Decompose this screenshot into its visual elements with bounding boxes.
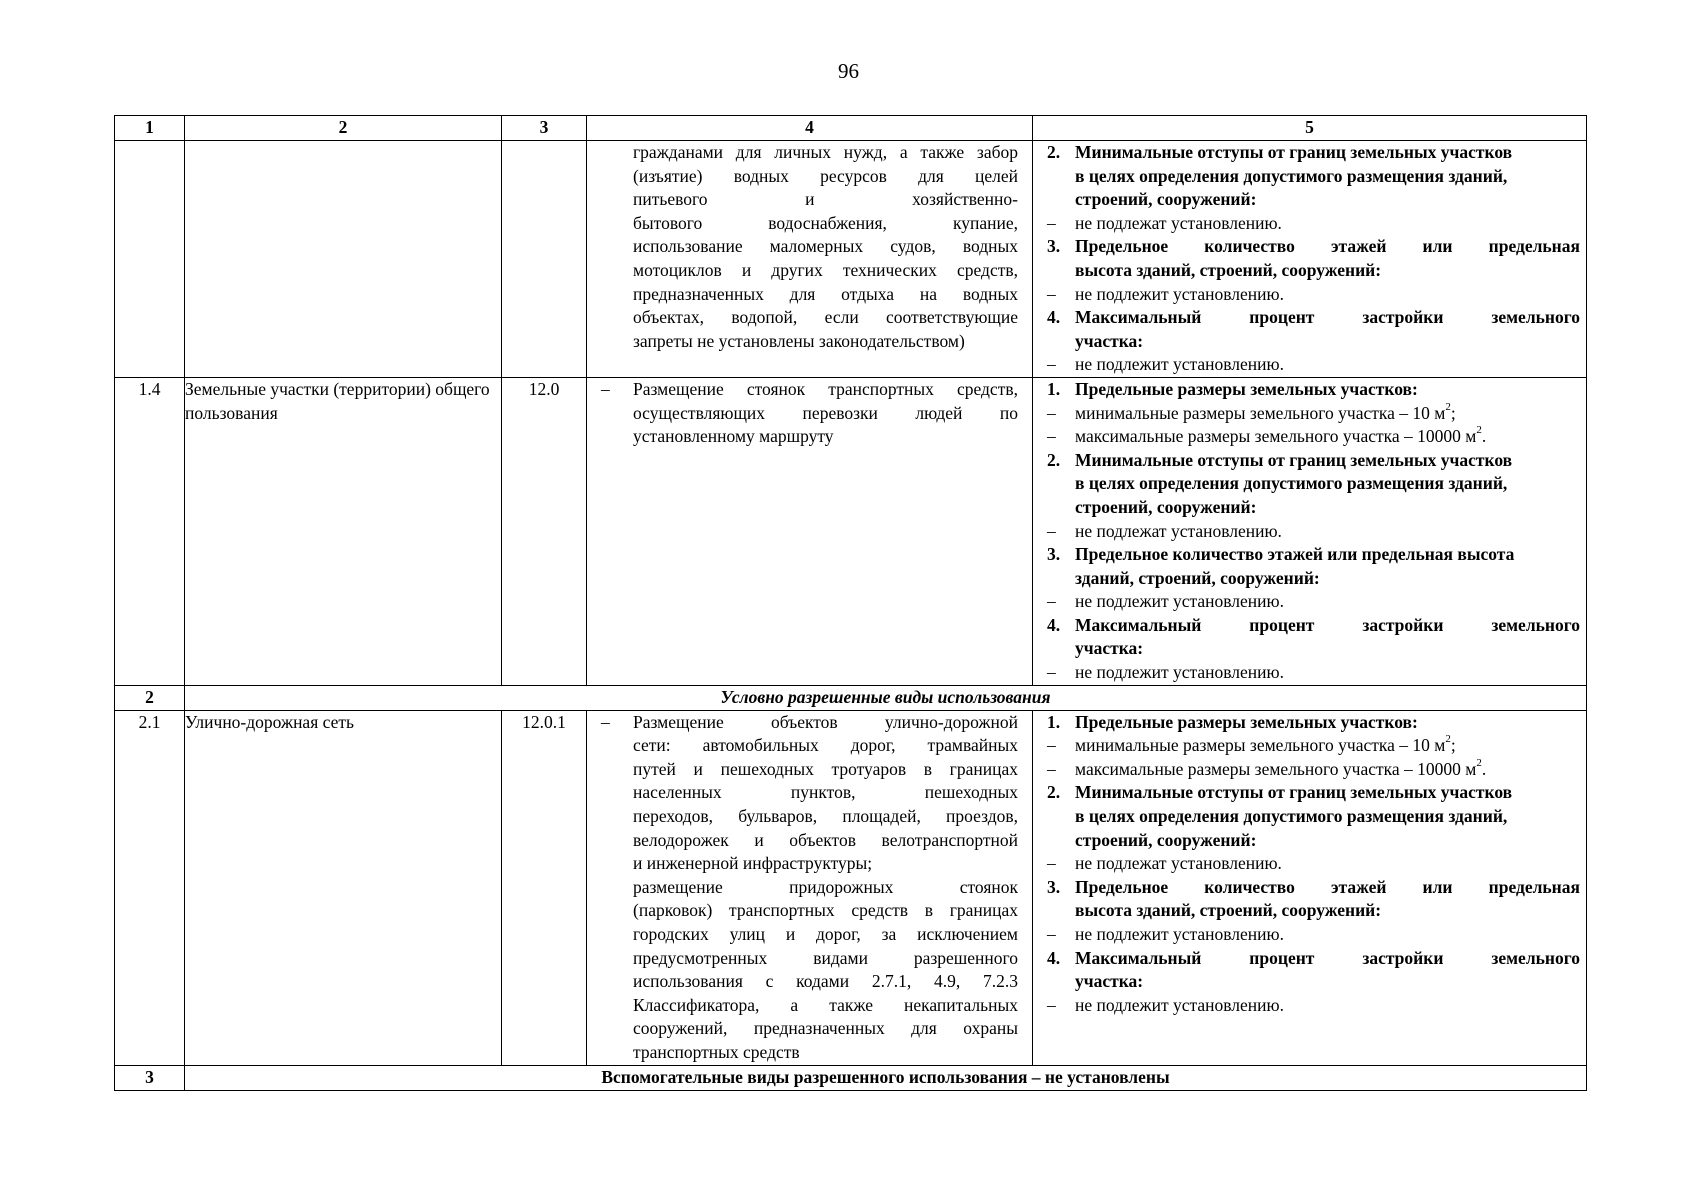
dash-marker: – — [1047, 758, 1056, 779]
table-row-1-4 — [115, 377, 1587, 685]
param-number: 3. — [1047, 544, 1061, 565]
param-value: максимальные размеры земельного участка – 10000 $м^2$. — [1075, 757, 1487, 779]
param-title: в целях определения допустимого размещения зданий, — [1075, 165, 1508, 186]
header-col-2: 2 — [185, 116, 502, 141]
uses-line: Размещение объектов улично-дорожной — [633, 711, 1018, 732]
permitted-uses-cell — [587, 710, 1033, 1065]
param-title: Минимальные отступы от границ земельных участков — [1075, 449, 1513, 470]
dash-marker: – — [1047, 735, 1056, 756]
param-number: 1. — [1047, 711, 1061, 732]
param-title: участка: — [1075, 638, 1144, 659]
param-title: строений, сооружений: — [1075, 829, 1257, 850]
parameters-cell — [1033, 710, 1587, 1065]
uses-line: объектах, водопой, если соответствующие — [633, 307, 1018, 328]
uses-line: (парковок) транспортных средств в границах — [633, 900, 1018, 921]
param-title: Предельное количество этажей или предельная — [1075, 236, 1580, 257]
dash-marker: – — [1047, 853, 1056, 874]
section-number: 3 — [115, 1065, 185, 1090]
parameters-cell — [1033, 141, 1587, 378]
param-title: Предельное количество этажей или предельная — [1075, 876, 1580, 897]
dash-marker: – — [1047, 426, 1056, 447]
uses-line: населенных пунктов, пешеходных — [633, 782, 1018, 803]
param-value: не подлежит установлению. — [1075, 354, 1284, 375]
uses-line: установленному маршруту — [633, 426, 834, 447]
table-row-continued — [115, 141, 1587, 378]
dash-marker: – — [601, 378, 610, 399]
uses-line: предусмотренных видами разрешенного — [633, 947, 1018, 968]
row-number-cell: 2.1 — [115, 710, 185, 1065]
row-name-cell: Земельные участки (территории) общего пользования — [185, 377, 502, 685]
uses-line: городских улиц и дорог, за исключением — [633, 924, 1018, 944]
uses-line: гражданами для личных нужд, а также забор — [633, 142, 1018, 162]
param-number: 3. — [1047, 236, 1061, 257]
page-number: 96 — [838, 59, 859, 83]
dash-marker: – — [1047, 662, 1056, 683]
param-title: Максимальный процент застройки земельного — [1075, 947, 1580, 968]
parameters-cell — [1033, 377, 1587, 685]
uses-line: предназначенных для отдыха на водных — [633, 283, 1018, 304]
uses-line: велодорожек и объектов велотранспортной — [633, 829, 1018, 850]
uses-line: питьевого и хозяйственно- — [633, 189, 1018, 210]
section-row-conditional — [115, 685, 1587, 710]
table-row-2-1 — [115, 710, 1587, 1065]
param-number: 2. — [1047, 782, 1061, 803]
param-title: Предельные размеры земельных участков: — [1075, 378, 1418, 399]
header-col-4: 4 — [587, 116, 1033, 141]
param-title: участка: — [1075, 971, 1144, 992]
param-value: не подлежит установлению. — [1075, 662, 1284, 683]
section-number: 2 — [115, 685, 185, 710]
uses-line: размещение придорожных стоянок — [633, 876, 1018, 897]
param-value: минимальные размеры земельного участка – 10 $м^2$; — [1075, 733, 1456, 756]
uses-line: мотоциклов и других технических средств, — [633, 259, 1018, 280]
header-col-3: 3 — [502, 116, 587, 141]
section-row-auxiliary — [115, 1065, 1587, 1090]
param-value: максимальные размеры земельного участка – 10000 $м^2$. — [1075, 424, 1487, 447]
param-title: строений, сооружений: — [1075, 189, 1257, 210]
uses-line: путей и пешеходных тротуаров в границах — [633, 758, 1018, 779]
param-title: Максимальный процент застройки земельного — [1075, 307, 1580, 328]
param-title: высота зданий, строений, сооружений: — [1075, 900, 1382, 921]
param-number: 2. — [1047, 449, 1061, 470]
header-col-5: 5 — [1033, 116, 1587, 141]
header-col-1: 1 — [115, 116, 185, 141]
param-title: Минимальные отступы от границ земельных участков — [1075, 142, 1513, 162]
uses-line: использование маломерных судов, водных — [633, 236, 1018, 257]
param-value: не подлежит установлению. — [1075, 283, 1284, 304]
param-number: 3. — [1047, 876, 1061, 897]
param-number: 4. — [1047, 614, 1061, 635]
dash-marker: – — [1047, 994, 1056, 1015]
permitted-uses-cell — [587, 377, 1033, 685]
param-value: не подлежат установлению. — [1075, 853, 1282, 874]
row-name-cell — [185, 141, 502, 378]
param-number: 2. — [1047, 142, 1061, 162]
row-number-cell — [115, 141, 185, 378]
dash-marker: – — [1047, 924, 1056, 944]
uses-line: Размещение стоянок транспортных средств, — [633, 378, 1018, 399]
param-title: Минимальные отступы от границ земельных участков — [1075, 782, 1513, 803]
param-title: участка: — [1075, 330, 1144, 351]
dash-marker: – — [1047, 591, 1056, 612]
uses-line: сооружений, предназначенных для охраны — [633, 1018, 1018, 1039]
uses-line: осуществляющих перевозки людей по — [633, 402, 1018, 423]
uses-line: запреты не установлены законодательством) — [633, 330, 965, 351]
uses-line: бытового водоснабжения, купание, — [633, 212, 1018, 233]
param-title: в целях определения допустимого размещения зданий, — [1075, 806, 1508, 827]
dash-marker: – — [601, 711, 610, 732]
row-code-cell: 12.0 — [502, 377, 587, 685]
uses-line: переходов, бульваров, площадей, проездов, — [633, 806, 1018, 827]
table-header-row — [115, 116, 1587, 141]
param-number: 4. — [1047, 947, 1061, 968]
param-value: не подлежит установлению. — [1075, 591, 1284, 612]
uses-line: транспортных средств — [633, 1041, 800, 1062]
permitted-uses-cell — [587, 141, 1033, 378]
param-value: не подлежит установлению. — [1075, 994, 1284, 1015]
param-value: не подлежат установлению. — [1075, 520, 1282, 541]
param-title: Максимальный процент застройки земельного — [1075, 614, 1580, 635]
row-name-cell: Улично-дорожная сеть — [185, 710, 502, 1065]
param-number: 4. — [1047, 307, 1061, 328]
section-title: Вспомогательные виды разрешенного использования – не установлены — [185, 1065, 1587, 1090]
uses-line: и инженерной инфраструктуры; — [633, 853, 873, 874]
param-title: строений, сооружений: — [1075, 496, 1257, 517]
uses-line: (изъятие) водных ресурсов для целей — [633, 165, 1018, 186]
param-title: зданий, строений, сооружений: — [1075, 567, 1320, 588]
param-number: 1. — [1047, 378, 1061, 399]
param-title: высота зданий, строений, сооружений: — [1075, 259, 1382, 280]
section-title: Условно разрешенные виды использования — [185, 685, 1587, 710]
land-use-table — [114, 115, 1587, 1091]
dash-marker: – — [1047, 283, 1056, 304]
uses-line: сети: автомобильных дорог, трамвайных — [633, 735, 1018, 756]
param-value: не подлежит установлению. — [1075, 924, 1284, 944]
dash-marker: – — [1047, 354, 1056, 375]
uses-line: использования с кодами 2.7.1, 4.9, 7.2.3 — [633, 971, 1018, 992]
row-code-cell: 12.0.1 — [502, 710, 587, 1065]
uses-line: Классификатора, а также некапитальных — [633, 994, 1018, 1015]
param-title: Предельное количество этажей или предельная высота — [1075, 544, 1515, 565]
row-code-cell — [502, 141, 587, 378]
param-value: не подлежат установлению. — [1075, 212, 1282, 233]
dash-marker: – — [1047, 520, 1056, 541]
param-value: минимальные размеры земельного участка – 10 $м^2$; — [1075, 400, 1456, 423]
param-title: в целях определения допустимого размещения зданий, — [1075, 473, 1508, 494]
row-number-cell: 1.4 — [115, 377, 185, 685]
dash-marker: – — [1047, 402, 1056, 423]
param-title: Предельные размеры земельных участков: — [1075, 711, 1418, 732]
dash-marker: – — [1047, 212, 1056, 233]
